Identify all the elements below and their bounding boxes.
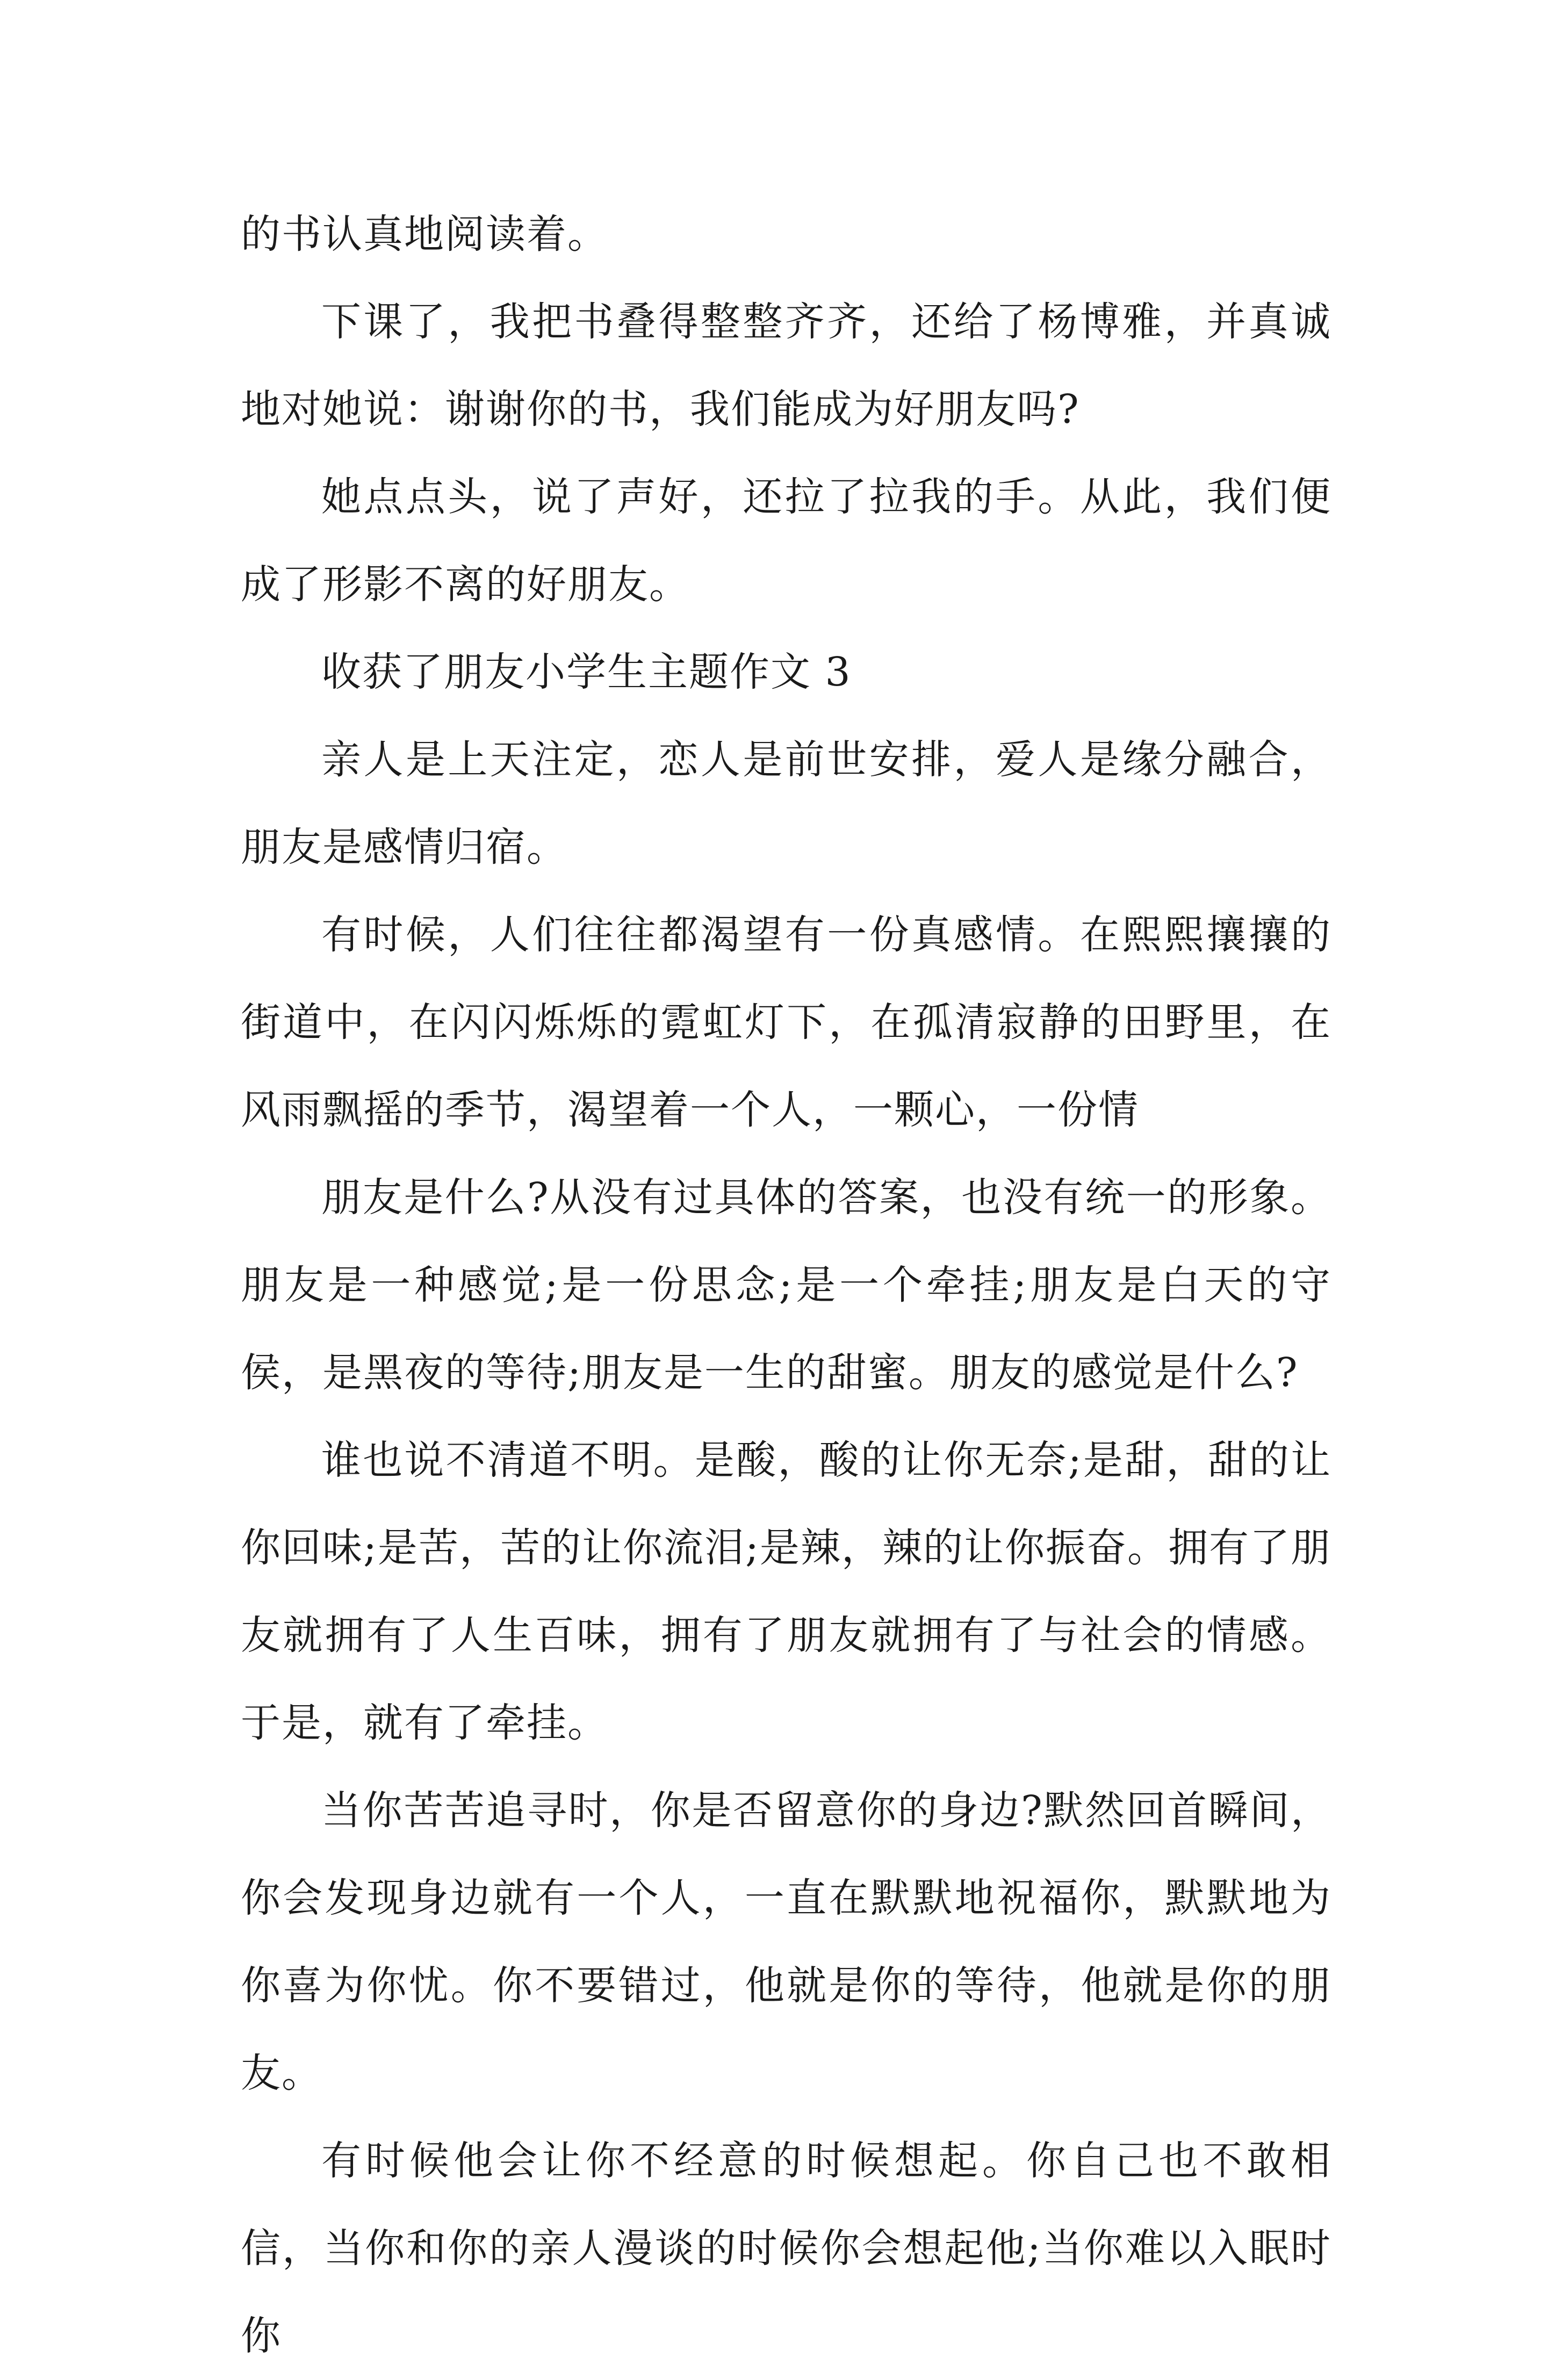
paragraph: 下课了，我把书叠得整整齐齐，还给了杨博雅，并真诚地对她说：谢谢你的书，我们能成为好朋友吗? <box>241 299 1331 432</box>
paragraph: 谁也说不清道不明。是酸，酸的让你无奈;是甜，甜的让你回味;是苦，苦的让你流泪;是辣，辣的让你振奋。拥有了朋友就拥有了人生百味，拥有了朋友就拥有了与社会的情感。于是，就有了牵挂。 <box>241 1437 1331 1746</box>
paragraph: 有时候他会让你不经意的时候想起。你自己也不敢相信，当你和你的亲人漫谈的时候你会想起他;当你难以入眠时你 <box>241 2138 1331 2359</box>
document-body <box>241 191 1331 2380</box>
section-title: 收获了朋友小学生主题作文 3 <box>321 649 852 695</box>
paragraph: 亲人是上天注定，恋人是前世安排，爱人是缘分融合，朋友是感情归宿。 <box>241 737 1331 870</box>
paragraph-continuation: 的书认真地阅读着。 <box>241 211 608 257</box>
paragraph: 她点点头，说了声好，还拉了拉我的手。从此，我们便成了形影不离的好朋友。 <box>241 474 1331 608</box>
paragraph: 朋友是什么?从没有过具体的答案，也没有统一的形象。朋友是一种感觉;是一份思念;是一个牵挂;朋友是白天的守侯，是黑夜的等待;朋友是一生的甜蜜。朋友的感觉是什么? <box>241 1174 1331 1396</box>
paragraph: 有时候，人们往往都渴望有一份真感情。在熙熙攘攘的街道中，在闪闪烁烁的霓虹灯下，在孤清寂静的田野里，在风雨飘摇的季节，渴望着一个人，一颗心，一份情 <box>241 912 1331 1133</box>
paragraph: 当你苦苦追寻时，你是否留意你的身边?默然回首瞬间，你会发现身边就有一个人，一直在默默地祝福你，默默地为你喜为你忧。你不要错过，他就是你的等待，他就是你的朋友。 <box>241 1787 1331 2096</box>
